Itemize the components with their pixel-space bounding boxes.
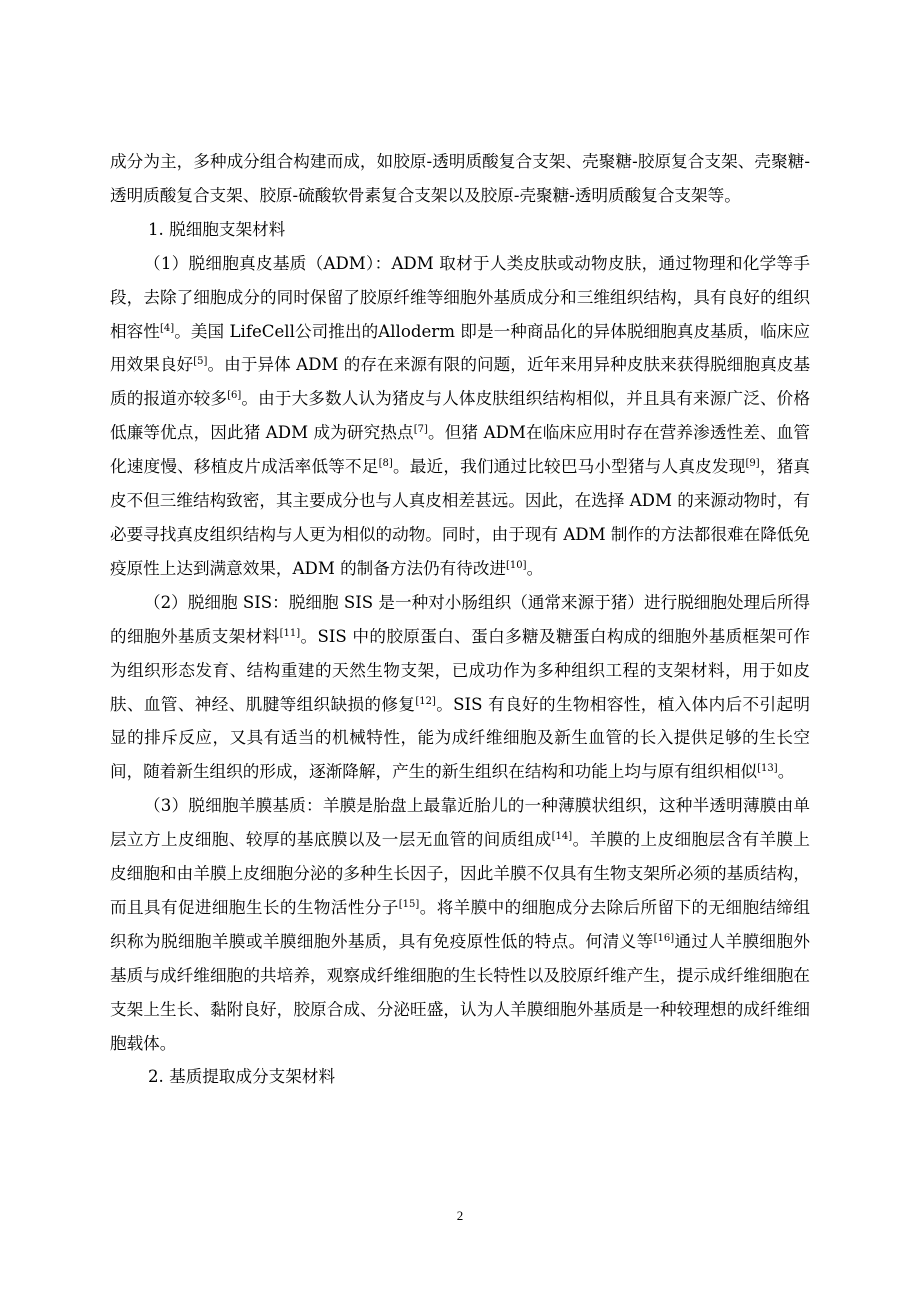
para-sis xyxy=(110,586,810,789)
text-run: 。美国 LifeCell公司推出的Alloderm 即是一种商品化的异体脱细胞真皮基质，临床应用效果良好 xyxy=(110,321,810,375)
citation-ref: [10] xyxy=(506,559,527,571)
para-adm xyxy=(110,247,810,586)
para-continuation xyxy=(110,145,810,213)
text-run: 成分为主，多种成分组合构建而成，如胶原-透明质酸复合支架、壳聚糖-胶原复合支架、壳聚糖-透明质酸复合支架、胶原-硫酸软骨素复合支架以及胶原-壳聚糖-透明质酸复合支架等。 xyxy=(110,152,810,205)
text-run: 。SIS 中的胶原蛋白、蛋白多糖及糖蛋白构成的细胞外基质框架可作为组织形态发育、结构重建的天然生物支架，已成功作为多种组织工程的支架材料，用于如皮肤、血管、神经、肌腱等组织缺损的修复 xyxy=(110,626,810,714)
text-run: 。由于异体 ADM 的存在来源有限的问题，近年来用异种皮肤来获得脱细胞真皮基质的报道亦较多 xyxy=(110,355,811,409)
para-amnion xyxy=(110,789,810,1060)
text-run: 。SIS 有良好的生物相容性，植入体内后不引起明显的排斥反应，又具有适当的机械特性，能为成纤维细胞及新生血管的长入提供足够的生长空间，随着新生组织的形成，逐渐降解，产生的新生组织在结构和功能上均与原有组织相似 xyxy=(110,694,810,782)
citation-ref: [12] xyxy=(415,695,436,707)
text-run: （2）脱细胞 SIS：脱细胞 SIS 是一种对小肠组织（通常来源于猪）进行脱细胞处理后所得的细胞外基质支架材料 xyxy=(110,592,810,646)
citation-ref: [7] xyxy=(413,424,428,436)
text-run: ，猪真皮不但三维结构致密，其主要成分也与人真皮相差甚远。因此，在选择 ADM 的来源动物时，有必要寻找真皮组织结构与人更为相似的动物。同时，由于现有 ADM 制作的方法都很难在降低免疫原性上达到满意效果，ADM 的制备方法仍有待改进 xyxy=(110,457,811,578)
page-number: 2 xyxy=(456,1208,464,1223)
text-run: 通过人羊膜细胞外基质与成纤维细胞的共培养，观察成纤维细胞的生长特性以及胶原纤维产生，提示成纤维细胞在支架上生长、黏附良好，胶原合成、分泌旺盛，认为人羊膜细胞外基质是一种较理想的成纤维细胞载体。 xyxy=(110,931,811,1053)
text-run: 。最近，我们通过比较巴马小型猪与人真皮发现 xyxy=(392,457,746,477)
citation-ref: [9] xyxy=(745,458,760,470)
text-run: 。但猪 ADM在临床应用时存在营养渗透性差、血管化速度慢、移植皮片成活率低等不足 xyxy=(110,423,810,477)
heading-decellularized-scaffold xyxy=(110,213,810,247)
citation-ref: [16] xyxy=(653,932,675,944)
text-run: （1）脱细胞真皮基质（ADM）：ADM 取材于人类皮肤或动物皮肤，通过物理和化学等手段，去除了细胞成分的同时保留了胶原纤维等细胞外基质成分和三维组织结构，具有良好的组织相容性 xyxy=(110,253,810,341)
text-run: 。 xyxy=(526,558,544,578)
heading-matrix-extract-scaffold xyxy=(110,1060,810,1094)
citation-ref: [6] xyxy=(227,390,242,402)
text-run: 2. 基质提取成分支架材料 xyxy=(148,1067,336,1087)
citation-ref: [8] xyxy=(378,458,393,470)
text-run: （3）脱细胞羊膜基质：羊膜是胎盘上最靠近胎儿的一种薄膜状组织，这种半透明薄膜由单层立方上皮细胞、较厚的基底膜以及一层无血管的间质组成 xyxy=(110,796,810,850)
text-run: 。 xyxy=(777,762,795,782)
citation-ref: [5] xyxy=(193,356,208,368)
text-run: 。羊膜的上皮细胞层含有羊膜上皮细胞和由羊膜上皮细胞分泌的多种生长因子，因此羊膜不仅具有生物支架所必须的基质结构，而且具有促进细胞生长的生物活性分子 xyxy=(110,830,811,917)
text-run: 1. 脱细胞支架材料 xyxy=(148,219,286,239)
body-text xyxy=(110,145,810,1094)
text-run: 。将羊膜中的细胞成分去除后所留下的无细胞结缔组织称为脱细胞羊膜或羊膜细胞外基质，具有免疫原性低的特点。何清义等 xyxy=(110,897,811,951)
citation-ref: [13] xyxy=(757,763,778,775)
text-run: 。由于大多数人认为猪皮与人体皮肤组织结构相似，并且具有来源广泛、价格低廉等优点，因此猪 ADM 成为研究热点 xyxy=(110,389,810,443)
citation-ref: [11] xyxy=(279,627,301,639)
citation-ref: [15] xyxy=(398,898,420,910)
citation-ref: [14] xyxy=(551,831,573,843)
citation-ref: [4] xyxy=(159,322,175,334)
